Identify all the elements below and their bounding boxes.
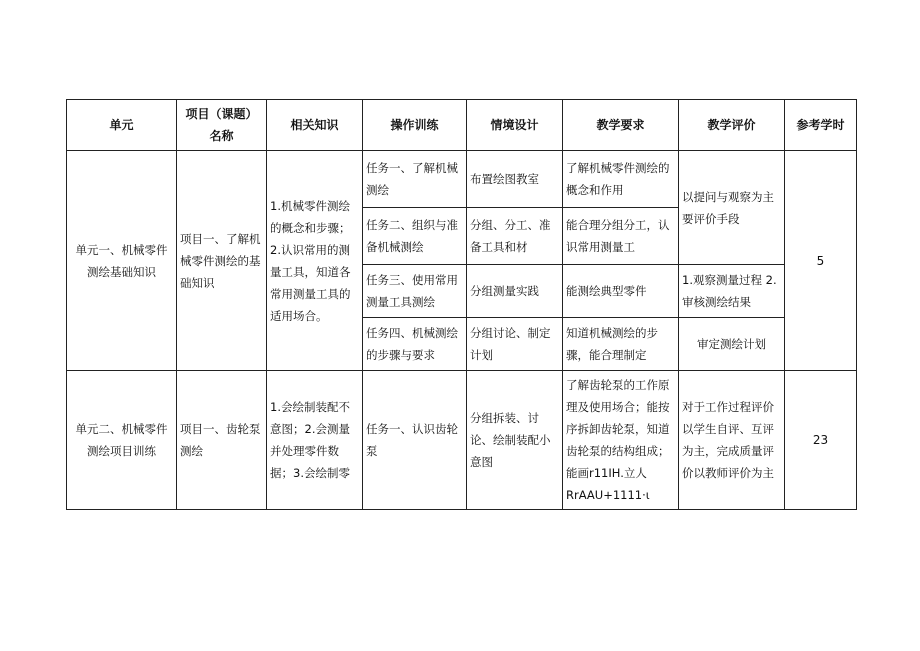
table-row [67,371,857,510]
training-cell: 任务二、组织与准备机械测绘 [363,208,467,265]
requirement-cell: 知道机械测绘的步骤，能合理制定 [563,318,679,371]
project-name-cell: 项目一、了解机械零件测绘的基础知识 [177,151,267,371]
evaluation-cell: 以提问与观察为主要评价手段 [679,151,785,265]
training-cell: 任务四、机械测绘的步骤与要求 [363,318,467,371]
evaluation-cell: 审定测绘计划 [679,318,785,371]
situation-cell: 分组测量实践 [467,265,563,318]
unit-name-cell: 单元二、机械零件测绘项目训练 [67,371,177,510]
requirement-cell: 能测绘典型零件 [563,265,679,318]
evaluation-cell: 1.观察测量过程 2.审核测绘结果 [679,265,785,318]
table-header [67,100,857,151]
header-requirement: 教学要求 [563,100,679,151]
curriculum-table [66,99,857,510]
header-situation: 情境设计 [467,100,563,151]
table-row [67,151,857,208]
situation-cell: 分组、分工、准备工具和材 [467,208,563,265]
header-training: 操作训练 [363,100,467,151]
training-cell: 任务一、了解机械测绘 [363,151,467,208]
situation-cell: 布置绘图教室 [467,151,563,208]
hours-cell: 23 [785,371,857,510]
header-project: 项目（课题）名称 [177,100,267,151]
requirement-cell: 了解机械零件测绘的概念和作用 [563,151,679,208]
evaluation-cell: 对于工作过程评价以学生自评、互评为主，完成质量评价以教师评价为主 [679,371,785,510]
header-hours: 参考学时 [785,100,857,151]
situation-cell: 分组讨论、制定计划 [467,318,563,371]
hours-cell: 5 [785,151,857,371]
header-unit: 单元 [67,100,177,151]
header-evaluation: 教学评价 [679,100,785,151]
situation-cell: 分组拆装、讨论、绘制装配小意图 [467,371,563,510]
knowledge-cell: 1.会绘制装配不意图；2.会测量并处理零件数据；3.会绘制零 [267,371,363,510]
requirement-cell: 能合理分组分工，认识常用测量工 [563,208,679,265]
training-cell: 任务三、使用常用测量工具测绘 [363,265,467,318]
requirement-cell: 了解齿轮泵的工作原理及使用场合；能按序拆卸齿轮泵，知道齿轮泵的结构组成；能画r11IH.立人RrAAU+1111·ι [563,371,679,510]
knowledge-cell: 1.机械零件测绘的概念和步骤；2.认识常用的测量工具，知道各常用测量工具的适用场合。 [267,151,363,371]
header-knowledge: 相关知识 [267,100,363,151]
unit-name-cell: 单元一、机械零件测绘基础知识 [67,151,177,371]
training-cell: 任务一、认识齿轮泵 [363,371,467,510]
project-name-cell: 项目一、齿轮泵测绘 [177,371,267,510]
